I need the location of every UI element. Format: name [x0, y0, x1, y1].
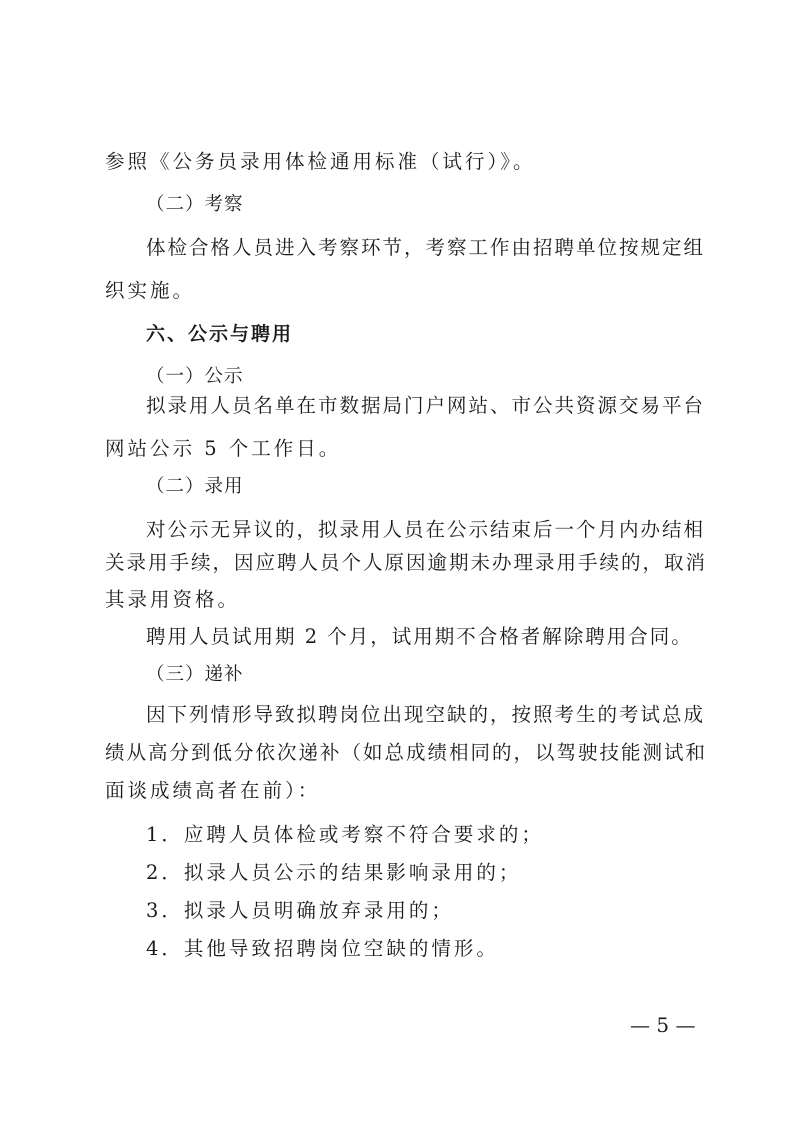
list-item: 1．应聘人员体检或考察不符合要求的；: [146, 823, 544, 846]
paragraph-line: 其录用资格。: [105, 588, 241, 611]
section-heading: （二）录用: [146, 476, 244, 497]
paragraph-line: 拟录用人员名单在市数据局门户网站、市公共资源交易平台: [146, 394, 706, 417]
list-item: 3．拟录人员明确放弃录用的；: [146, 899, 454, 922]
page-number: — 5 —: [630, 1013, 696, 1037]
list-item: 2．拟录人员公示的结果影响录用的；: [146, 861, 522, 884]
paragraph-line: 聘用人员试用期 2 个月，试用期不合格者解除聘用合同。: [146, 625, 693, 648]
paragraph-line: 网站公示 5 个工作日。: [105, 437, 342, 460]
paragraph-line: 对公示无异议的，拟录用人员在公示结束后一个月内办结相: [146, 518, 706, 541]
paragraph-line: 关录用手续，因应聘人员个人原因逾期未办理录用手续的，取消: [105, 551, 708, 574]
section-heading: （二）考察: [146, 194, 244, 215]
paragraph-line: 绩从高分到低分依次递补（如总成绩相同的，以驾驶技能测试和: [105, 741, 708, 764]
list-item: 4．其他导致招聘岗位空缺的情形。: [146, 937, 499, 960]
paragraph-line: 参照《公务员录用体检通用标准（试行）》。: [105, 150, 536, 173]
paragraph-line: 织实施。: [105, 279, 196, 302]
paragraph-line: 体检合格人员进入考察环节，考察工作由招聘单位按规定组: [146, 236, 706, 259]
section-heading: （一）公示: [146, 366, 244, 387]
chapter-heading: 六、公示与聘用: [146, 323, 294, 345]
paragraph-line: 面谈成绩高者在前）：: [105, 779, 321, 802]
section-heading: （三）递补: [146, 664, 244, 685]
paragraph-line: 因下列情形导致拟聘岗位出现空缺的，按照考生的考试总成: [146, 703, 706, 726]
